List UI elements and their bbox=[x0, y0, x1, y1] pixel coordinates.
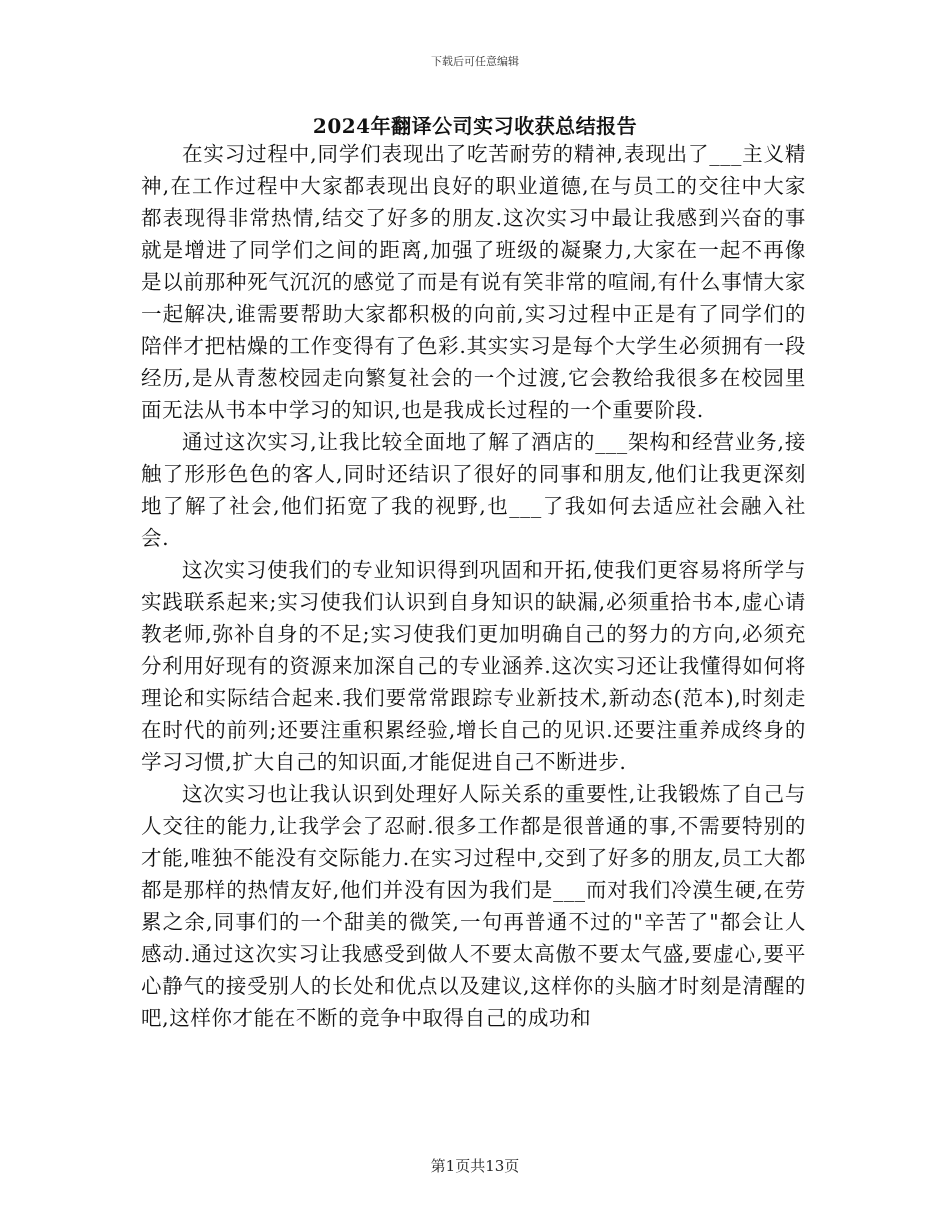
paragraph: 这次实习使我们的专业知识得到巩固和开拓,使我们更容易将所学与实践联系起来;实习使我们认识到自身知识的缺漏,必须重拾书本,虚心请教老师,弥补自身的不足;实习使我们更加明确自己的努力的方向,必须充分利用好现有的资源来加深自己的专业涵养.这次实习还让我懂得如何将理论和实际结合起来.我们要常常跟踪专业新技术,新动态(范本),时刻走在时代的前列;还要注重积累经验,增长自己的见识.还要注重养成终身的学习习惯,扩大自己的知识面,才能促进自己不断进步. bbox=[141, 558, 806, 774]
page-footer: 第1页共13页 bbox=[430, 1157, 520, 1175]
header-note: 下载后可任意编辑 bbox=[431, 55, 519, 68]
document-body bbox=[141, 138, 806, 1034]
paragraph: 在实习过程中,同学们表现出了吃苦耐劳的精神,表现出了___主义精神,在工作过程中大家都表现出良好的职业道德,在与员工的交往中大家都表现得非常热情,结交了好多的朋友.这次实习中最让我感到兴奋的事就是增进了同学们之间的距离,加强了班级的凝聚力,大家在一起不再像是以前那种死气沉沉的感觉了而是有说有笑非常的喧闹,有什么事情大家一起解决,谁需要帮助大家都积极的向前,实习过程中正是有了同学们的陪伴才把枯燥的工作变得有了色彩.其实实习是每个大学生必须拥有一段经历,是从青葱校园走向繁复社会的一个过渡,它会教给我很多在校园里面无法从书本中学习的知识,也是我成长过程的一个重要阶段. bbox=[141, 142, 806, 422]
document-title: 2024年翻译公司实习收获总结报告 bbox=[312, 114, 638, 138]
paragraph: 这次实习也让我认识到处理好人际关系的重要性,让我锻炼了自己与人交往的能力,让我学会了忍耐.很多工作都是很普通的事,不需要特别的才能,唯独不能没有交际能力.在实习过程中,交到了好多的朋友,员工大都都是那样的热情友好,他们并没有因为我们是___而对我们冷漠生硬,在劳累之余,同事们的一个甜美的微笑,一句再普通不过的"辛苦了"都会让人感动.通过这次实习让我感受到做人不要太高傲不要太气盛,要虚心,要平心静气的接受别人的长处和优点以及建议,这样你的头脑才时刻是清醒的吧,这样你才能在不断的竞争中取得自己的成功和 bbox=[141, 782, 806, 1030]
paragraph: 通过这次实习,让我比较全面地了解了酒店的___架构和经营业务,接触了形形色色的客人,同时还结识了很好的同事和朋友,他们让我更深刻地了解了社会,他们拓宽了我的视野,也___了我如何去适应社会融入社会. bbox=[141, 430, 806, 550]
